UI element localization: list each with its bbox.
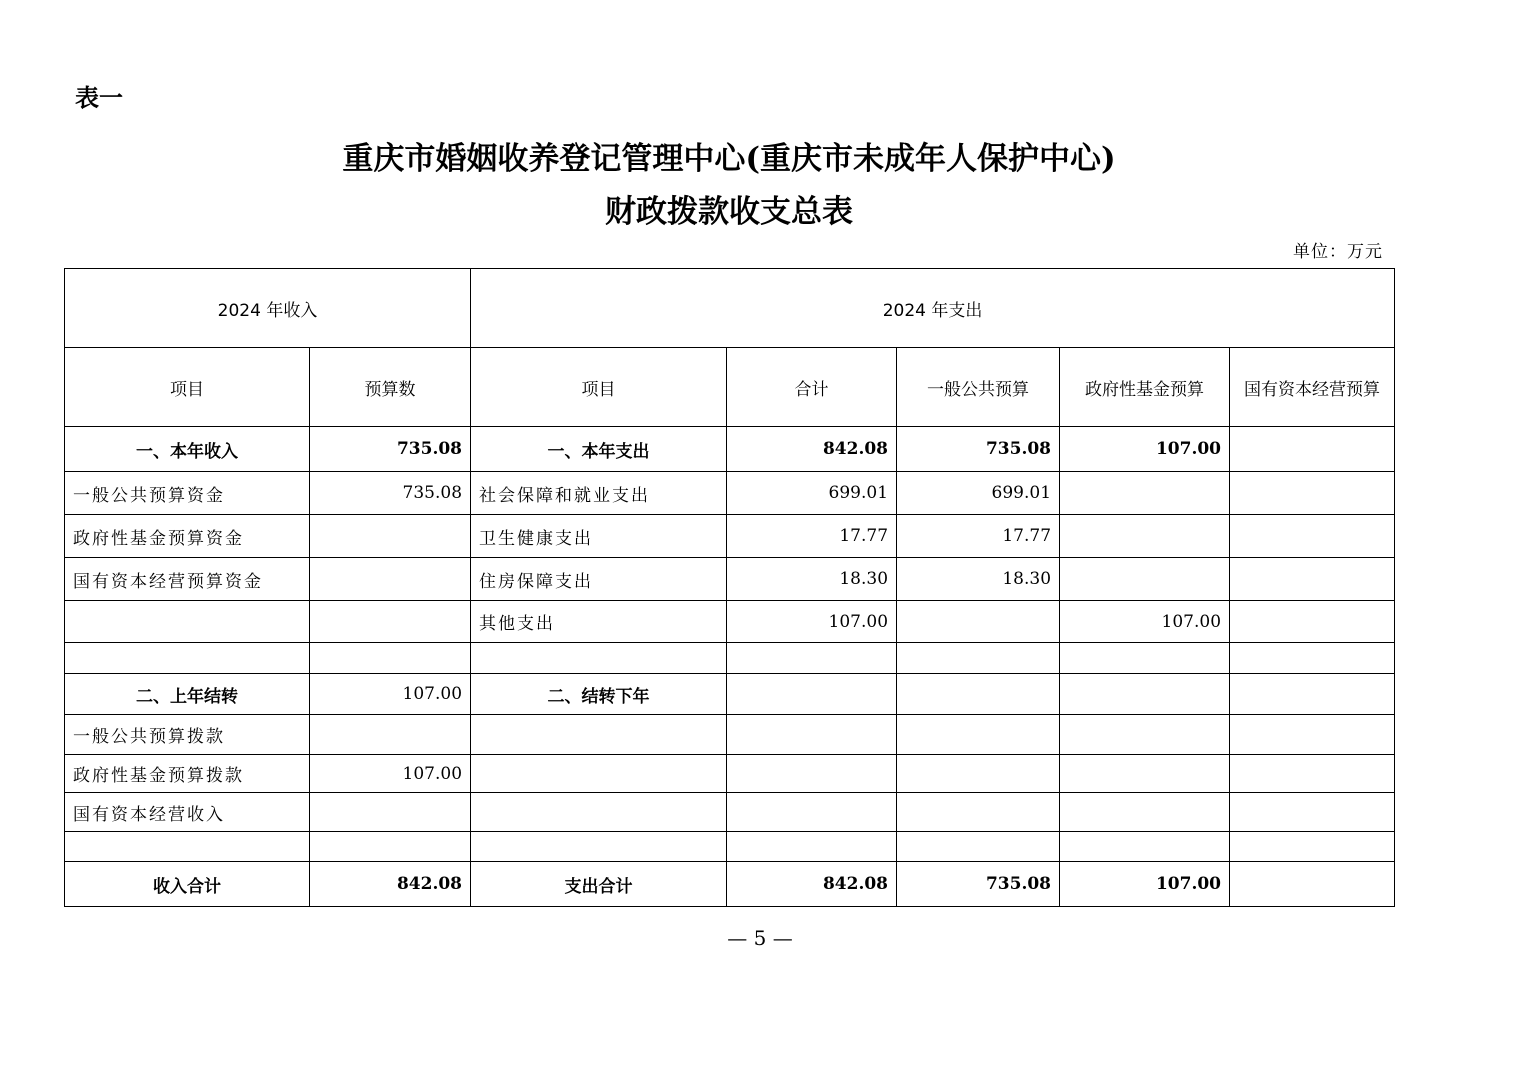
- table-cell: [1060, 674, 1230, 715]
- table-row: [65, 674, 1395, 715]
- table-cell: 17.77: [897, 515, 1060, 558]
- table-cell: [897, 643, 1060, 674]
- table-row: [65, 558, 1395, 601]
- table-row: [65, 793, 1395, 832]
- table-cell: 699.01: [727, 472, 897, 515]
- table-cell: [1230, 832, 1395, 862]
- header-state-capital-budget: 国有资本经营预算: [1230, 348, 1395, 427]
- header-government-fund-budget: 政府性基金预算: [1060, 348, 1230, 427]
- table-cell: [1060, 558, 1230, 601]
- table-cell: 住房保障支出: [471, 558, 727, 601]
- table-cell: [1230, 558, 1395, 601]
- header-income-item: 项目: [65, 348, 310, 427]
- table-cell: 国有资本经营预算资金: [65, 558, 310, 601]
- table-cell: [310, 558, 471, 601]
- header-income-budget: 预算数: [310, 348, 471, 427]
- group-header-row: [65, 269, 1395, 348]
- table-cell: [1230, 472, 1395, 515]
- table-cell: [727, 755, 897, 793]
- column-header-row: [65, 348, 1395, 427]
- table-cell: 18.30: [897, 558, 1060, 601]
- table-cell: 107.00: [310, 755, 471, 793]
- table-cell: 卫生健康支出: [471, 515, 727, 558]
- table-cell: [1060, 715, 1230, 755]
- table-cell: [310, 793, 471, 832]
- table-row: [65, 715, 1395, 755]
- table-cell: [1230, 862, 1395, 907]
- table-cell: [897, 601, 1060, 643]
- table-cell: 其他支出: [471, 601, 727, 643]
- table-cell: [727, 643, 897, 674]
- table-cell: [897, 674, 1060, 715]
- table-row: [65, 601, 1395, 643]
- table-cell: 107.00: [1060, 601, 1230, 643]
- document-title-line2: 财政拨款收支总表: [605, 194, 853, 230]
- budget-table: [64, 268, 1395, 907]
- table-cell: [897, 793, 1060, 832]
- table-cell: [310, 832, 471, 862]
- table-cell: 一般公共预算拨款: [65, 715, 310, 755]
- table-cell: [1230, 674, 1395, 715]
- table-cell: [727, 674, 897, 715]
- table-cell: [471, 755, 727, 793]
- table-cell: [471, 793, 727, 832]
- table-cell: 政府性基金预算拨款: [65, 755, 310, 793]
- table-cell: [727, 793, 897, 832]
- table-cell: 735.08: [310, 472, 471, 515]
- table-cell: [310, 715, 471, 755]
- table-cell: 一、本年支出: [471, 427, 727, 472]
- table-cell: [310, 601, 471, 643]
- table-cell: [897, 832, 1060, 862]
- table-cell: [1230, 755, 1395, 793]
- table-cell: [65, 643, 310, 674]
- table-cell: 二、结转下年: [471, 674, 727, 715]
- table-cell: 842.08: [727, 427, 897, 472]
- table-cell: [1230, 515, 1395, 558]
- table-row: [65, 472, 1395, 515]
- table-cell: [65, 832, 310, 862]
- table-cell: 735.08: [897, 427, 1060, 472]
- table-row: [65, 643, 1395, 674]
- table-cell: [727, 715, 897, 755]
- table-cell: 735.08: [310, 427, 471, 472]
- table-label: 表一: [75, 84, 123, 112]
- table-cell: 一般公共预算资金: [65, 472, 310, 515]
- table-cell: [471, 715, 727, 755]
- table-cell: 二、上年结转: [65, 674, 310, 715]
- table-cell: [1230, 601, 1395, 643]
- table-cell: 17.77: [727, 515, 897, 558]
- table-cell: [1060, 755, 1230, 793]
- table-cell: 一、本年收入: [65, 427, 310, 472]
- table-cell: 107.00: [1060, 862, 1230, 907]
- table-cell: 107.00: [1060, 427, 1230, 472]
- table-cell: [1230, 715, 1395, 755]
- table-cell: 收入合计: [65, 862, 310, 907]
- table-cell: 107.00: [310, 674, 471, 715]
- expense-group-header: 2024 年支出: [471, 269, 1395, 348]
- table-row: [65, 832, 1395, 862]
- table-cell: 107.00: [727, 601, 897, 643]
- table-row: [65, 755, 1395, 793]
- header-expense-item: 项目: [471, 348, 727, 427]
- table-cell: [1230, 643, 1395, 674]
- unit-label: 单位：万元: [1293, 242, 1383, 262]
- table-cell: [1060, 515, 1230, 558]
- income-group-header: 2024 年收入: [65, 269, 471, 348]
- page-number: — 5 —: [727, 926, 793, 950]
- table-cell: 社会保障和就业支出: [471, 472, 727, 515]
- table-cell: [897, 755, 1060, 793]
- table-cell: [1060, 643, 1230, 674]
- table-cell: [471, 832, 727, 862]
- header-expense-total: 合计: [727, 348, 897, 427]
- table-row: [65, 427, 1395, 472]
- table-cell: [1060, 793, 1230, 832]
- table-cell: 政府性基金预算资金: [65, 515, 310, 558]
- table-cell: [1060, 832, 1230, 862]
- table-cell: [65, 601, 310, 643]
- table-cell: [1230, 427, 1395, 472]
- table-cell: [897, 715, 1060, 755]
- table-row: [65, 515, 1395, 558]
- table-cell: [1230, 793, 1395, 832]
- header-general-public-budget: 一般公共预算: [897, 348, 1060, 427]
- table-cell: 842.08: [310, 862, 471, 907]
- table-cell: [727, 832, 897, 862]
- table-cell: 735.08: [897, 862, 1060, 907]
- table-cell: 国有资本经营收入: [65, 793, 310, 832]
- table-cell: 842.08: [727, 862, 897, 907]
- table-cell: 支出合计: [471, 862, 727, 907]
- table-cell: 18.30: [727, 558, 897, 601]
- table-cell: 699.01: [897, 472, 1060, 515]
- table-cell: [471, 643, 727, 674]
- table-cell: [310, 643, 471, 674]
- table-row: [65, 862, 1395, 907]
- document-title-line1: 重庆市婚姻收养登记管理中心(重庆市未成年人保护中心): [342, 141, 1116, 177]
- table-cell: [1060, 472, 1230, 515]
- table-cell: [310, 515, 471, 558]
